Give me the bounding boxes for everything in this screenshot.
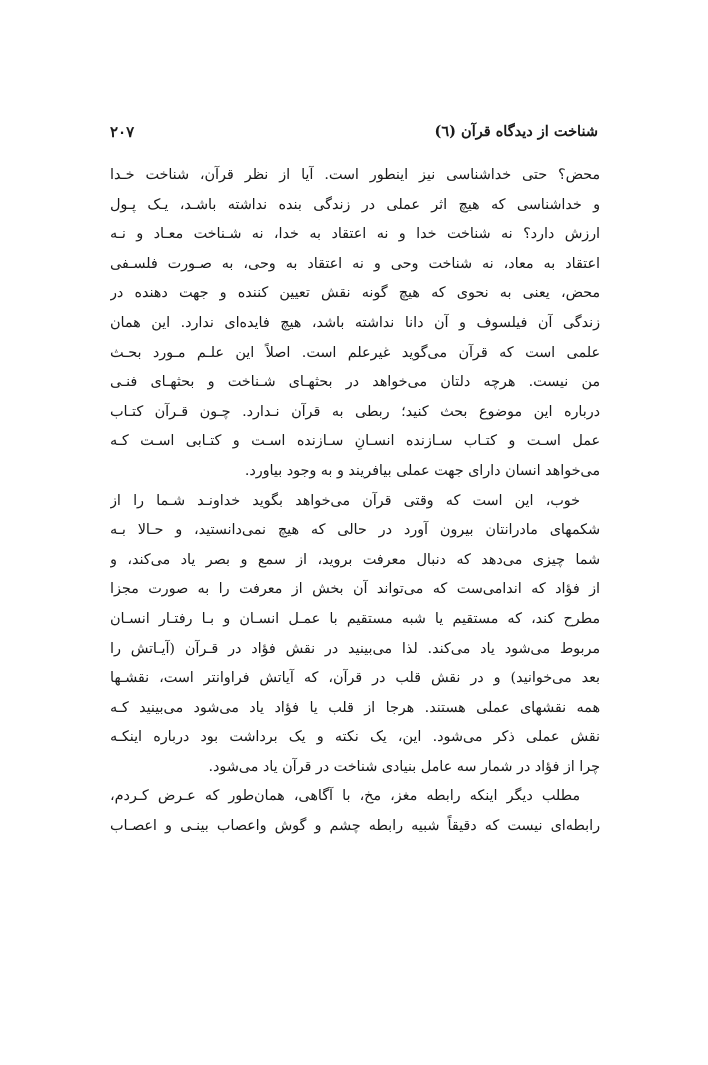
text-line: می‌خواهد انسان دارای جهت عملی بیافریند و به وجود بیاورد. [244,462,600,479]
text-line: همه نقشهای عملی هستند. هرجا از قلب یا فؤاد یاد می‌شود می‌بینید کـه [110,699,600,716]
text-line: محض، یعنی به نحوی که هیچ گونه نقش تعیین کننده و جهت دهنده در [110,285,600,302]
text-line: شکمهای مادرانتان بیرون آورد در حالی که هیچ نمی‌دانستید، و حـالا بـه [110,522,600,539]
text-line: مربوط می‌شود یاد می‌کند. لذا می‌بینید در نقش فؤاد در قـرآن (آیـاتش را [110,640,600,657]
text-line: و خداشناسی که هیچ اثر عملی در زندگی بنده نداشته باشـد، یـک پـول [110,196,600,213]
page-number: ۲۰۷ [110,123,135,141]
body-text [110,161,600,842]
text-line: خوب، این است که وقتی قرآن می‌خواهد بگوید خداونـد شـما را از [110,492,580,509]
text-line: عمل اسـت و کتـاب سـازنده انسـانِ سـازنده اسـت و کتـابی اسـت کـه [110,433,600,450]
text-line: زندگی آن فیلسوف و آن دانا نداشته باشد، هیچ فایده‌ای ندارد. این همان [110,314,600,331]
text-line: مطرح کند، که مستقیم یا شبه مستقیم با عمـل انسـان و بـا رفتـار انسـان [110,610,600,627]
paragraph-2 [110,487,600,783]
text-line: از فؤاد که اندامی‌ست که می‌تواند آن بخش از معرفت را به صورت مجزا [110,581,600,598]
header-title: شناخت از دیدگاه قرآن (٦) [434,123,598,140]
paragraph-3 [110,782,600,841]
text-line: نقش عملی ذکر می‌شود. این، یک نکته و یک برداشت بود درباره اینکـه [110,729,600,746]
text-line: ارزش دارد؟ نه شناخت خدا و نه اعتقاد به خدا، نه شـناخت معـاد و نـه [110,226,600,243]
text-line: رابطه‌ای نیست که دقیقاً شبیه رابطه چشم و گوش واعصاب بینـی و اعصـاب [110,818,600,835]
paragraph-1 [110,161,600,487]
text-line: علمی است که قرآن می‌گوید غیرعلم است. اصلاً این علـم مـورد بحـث [110,344,600,361]
text-line: شما چیزی می‌دهد که دنبال معرفت بروید، از سمع و بصر یاد می‌کند، و [110,551,600,568]
text-line: بعد می‌خوانید) و در نقش قلب در قرآن، که آیاتش فراوانتر است، نقشـها [110,670,600,687]
text-line: من نیست. هرچه دلتان می‌خواهد در بحثهـای شـناخت و بحثهـای فنـی [110,374,600,391]
text-line: درباره این موضوع بحث کنید؛ ربطی به قرآن نـدارد. چـون قـرآن کتـاب [110,403,600,420]
text-line: اعتقاد به معاد، نه شناخت وحی و نه اعتقاد به وحی، به صـورت فلسـفی [110,255,600,272]
text-line: مطلب دیگر اینکه رابطه مغز، مخ، با آگاهی، همان‌طور که عـرض کـردم، [110,788,580,805]
running-header [110,121,598,143]
text-line: چرا از فؤاد در شمار سه عامل بنیادی شناخت در قرآن یاد می‌شود. [208,758,600,775]
text-line: محض؟ حتی خداشناسی نیز اینطور است. آیا از نظر قرآن، شناخت خـدا [110,167,600,183]
